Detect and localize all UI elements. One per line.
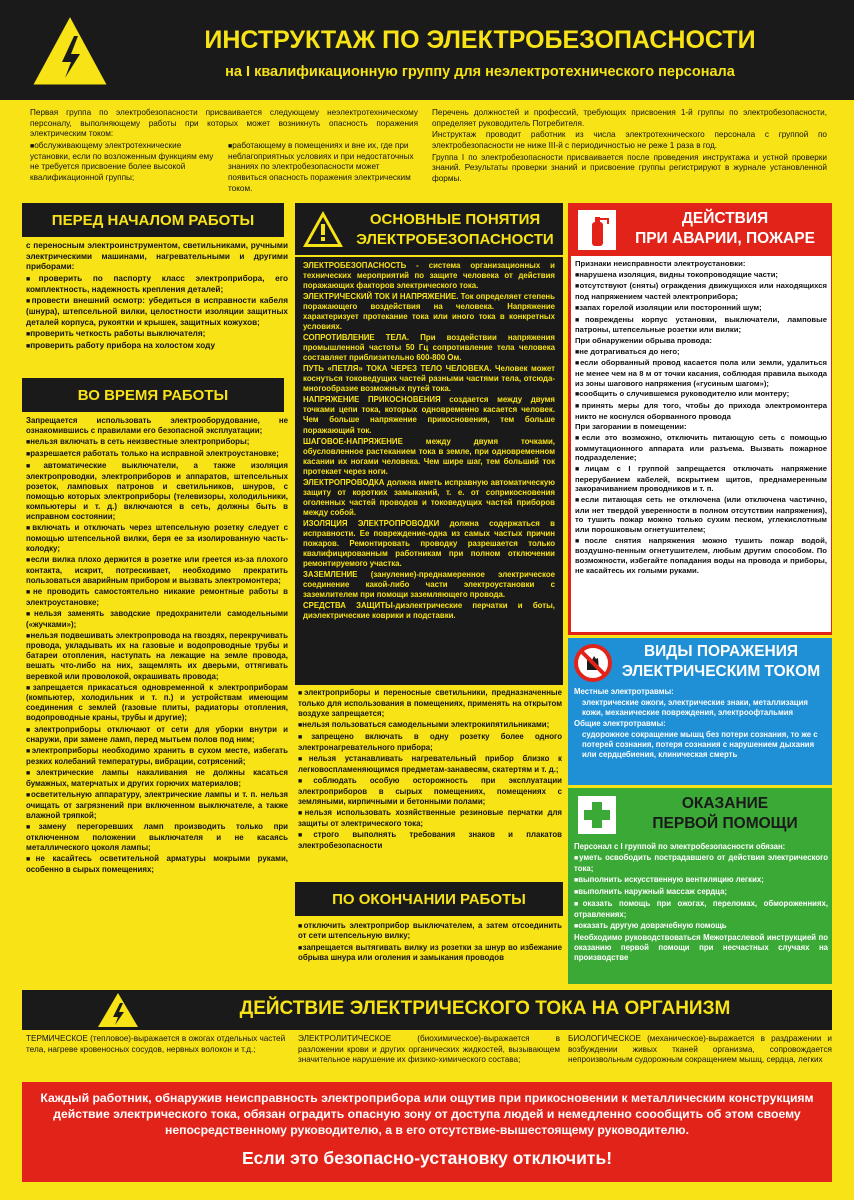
emergency-lead: При загорании в помещении: xyxy=(575,422,687,432)
concept-text: Человек может коснуться токоведущих частей разными частями тела, отсюда-многообразие возможных путей тока. xyxy=(303,364,555,394)
list-item: ■ принять меры для того, чтобы до прихода электромонтера никто не коснулся оборванного провода xyxy=(575,401,827,421)
concept-text: создается между двумя точками цепи тока, которых одновременно касается человек. Чем больше напряжение прикосновения, тем больше поражающий ток. xyxy=(303,395,555,435)
list-item: ■ строго выполнять требования знаков и плакатов электробезопасности xyxy=(298,830,562,851)
emergency-body xyxy=(571,256,831,632)
firstaid-body xyxy=(574,842,828,964)
page-title: ИНСТРУКТАЖ ПО ЭЛЕКТРОБЕЗОПАСНОСТИ xyxy=(204,26,756,54)
list-item: ■ осветительную аппаратуру, электрические лампы и т. п. нельзя очищать от загрязнений при включенном выключателе, а также влажной тряпкой; xyxy=(26,790,288,821)
intro-left-col1: ■ обслуживающему электротехнические установки, если по возложенным функциям ему не требуется присвоение более высокой квалификационной группы; xyxy=(30,141,220,194)
during-lead: Запрещается использовать электрооборудование, не ознакомившись с правилами его безопасной эксплуатации; xyxy=(26,416,288,436)
list-item: ■ выполнить искусственную вентиляцию легких; xyxy=(574,875,828,886)
list-item: ■ нельзя подвешивать электропровода на гвоздях, перекручивать провода, укладывать их на газовые и водопроводные трубы и батареи отопления, наступать на лежащие на земле провода, вешать что-либо на них, защемлять их дверьми, оттягивать веревкой или проволокой, окрашивать провода; xyxy=(26,631,288,682)
concept-term: ИЗОЛЯЦИЯ ЭЛЕКТРОПРОВОДКИ xyxy=(303,518,440,528)
firstaid-footer: Необходимо руководствоваться Межотраслевой инструкцией по оказанию первой помощи при несчастных случаях на производстве xyxy=(574,932,828,962)
footer-slogan: Если это безопасно-установку отключить! xyxy=(241,1148,613,1168)
concepts-heading-bar xyxy=(295,203,563,255)
no-touch-icon xyxy=(574,644,612,682)
after-section xyxy=(298,921,562,964)
concept-term: НАПРЯЖЕНИЕ ПРИКОСНОВЕНИЯ xyxy=(303,395,441,405)
list-item: ■ если питающая сеть не отключена (или отключена частично, или нет твердой уверенности в полном отсутствии напряжения), то тушить пожар можно только сухим песком, углекислотным или порошковым огнетушителем; xyxy=(575,495,827,535)
intro-left xyxy=(30,108,418,195)
before-lead: с переносным электроинструментом, светильниками, ручными электрическими машинами, нагревательными и другими приборами: xyxy=(26,241,288,272)
intro-left-main: Первая группа по электробезопасности присваивается следующему неэлектротехническому персоналу, выполняющему работы при которых может возникнуть опасность поражения электрическим током: xyxy=(30,108,418,139)
injury-general-text: судорожное сокращение мышц без потери сознания, то же с потерей сознания, потеря сознания с нарушением дыхания или сердцебиения, клиническая смерть xyxy=(582,729,818,759)
list-item: ■ проверить работу прибора на холостом ходу xyxy=(26,341,288,352)
concept-para xyxy=(303,478,555,518)
concept-term: ШАГОВОЕ-НАПРЯЖЕНИЕ xyxy=(303,436,403,446)
list-item: ■ провести внешний осмотр: убедиться в исправности кабеля (шнура), штепсельной вилки, целостности изоляции защитных деталей корпуса, рукоятки и крышек, защитных кожухов; xyxy=(26,296,288,328)
effect-warning-icon xyxy=(96,991,140,1034)
before-heading: ПЕРЕД НАЧАЛОМ РАБОТЫ xyxy=(51,211,255,229)
concept-text: -диэлектрические перчатки и боты, диэлектрические коврики и подставки. xyxy=(303,601,555,621)
effect-electrolytic: ЭЛЕКТРОЛИТИЧЕСКОЕ (биохимическое)-выражается в разложении крови и других органических жидкостей, вызывающем значительное нарушение их физико-химического состава; xyxy=(298,1034,560,1065)
after-heading-bar xyxy=(295,882,563,916)
concept-para xyxy=(303,364,555,394)
effect-thermal: ТЕРМИЧЕСКОЕ (тепловое)-выражается в ожогах отдельных частей тела, нагреве кровеносных сосудов, нервных волокон и т.д.; xyxy=(26,1034,286,1054)
concept-text: Ток определяет степень поражающего воздействия на человека. Напряжение характеризует протекание тока или иного тока в конкретных условиях. xyxy=(303,292,555,332)
during-heading: ВО ВРЕМЯ РАБОТЫ xyxy=(77,386,229,404)
first-aid-cross-icon xyxy=(578,796,616,834)
concepts-heading-line1: ОСНОВНЫЕ ПОНЯТИЯ xyxy=(369,211,541,228)
list-item: ■ нарушена изоляция, видны токопроводящие части; xyxy=(575,270,827,281)
intro-right-p2: Инструктаж проводит работник из числа электротехнического персонала с группой по электробезопасности не ниже III-й с периодичностью не реже 1 раза в год. xyxy=(432,130,827,150)
fire-extinguisher-icon xyxy=(578,210,616,250)
concept-para xyxy=(303,437,555,477)
list-item: ■ запрещается прикасаться одновременной к электроприборам (компьютер, холодильник и т. п.) и устройствам имеющим соединения с землей (газовые плиты, радиаторы отопления, водопроводные краны, трубы и другие); xyxy=(26,683,288,724)
intro-right-p3: Группа I по электробезопасности присваивается после проведения инструктажа и устной проверки знаний. Результаты проверки знаний и присвоение группы регистрируют в журнале установленной формы. xyxy=(432,152,827,183)
list-item: ■ если это возможно, отключить питающую сеть с помощью коммутационного аппарата или разъема. Вызвать пожарное подразделение; xyxy=(575,433,827,463)
list-item: ■ электроприборы и переносные светильники, предназначенные только для использования в помещениях, применять на открытом воздухе запрещается; xyxy=(298,688,562,719)
list-item: ■ электрические лампы накаливания не должны касаться бумажных, матерчатых и других горючих материалов; xyxy=(26,768,288,789)
injury-body xyxy=(574,687,828,761)
list-item: ■ запрещается вытягивать вилку из розетки за шнур во избежание обрыва шнура или оголения и замыкания проводов xyxy=(298,943,562,964)
page-subtitle: на I квалификационную группу для неэлектротехнического персонала xyxy=(225,64,735,80)
firstaid-heading-line1: ОКАЗАНИЕ xyxy=(681,795,769,812)
list-item: ■ разрешается работать только на исправной электроустановке; xyxy=(26,449,288,460)
list-item: ■ если вилка плохо держится в розетке или греется из-за плохого контакта, искрит, потрескивает, необходимо прекратить пользоваться аварийным прибором и вызвать электромонтера; xyxy=(26,555,288,586)
emergency-heading-line2: ПРИ АВАРИИ, ПОЖАРЕ xyxy=(635,230,815,247)
intro-right xyxy=(432,108,827,186)
list-item: ■ нельзя использовать хозяйственные резиновые перчатки для защиты от электрического тока; xyxy=(298,808,562,829)
effect-heading: ДЕЙСТВИЕ ЭЛЕКТРИЧЕСКОГО ТОКА НА ОРГАНИЗМ xyxy=(239,998,731,1019)
concept-term: СОПРОТИВЛЕНИЕ ТЕЛА. xyxy=(303,333,410,343)
concept-text: должна иметь исправную автоматическую защиту от коротких замыканий, т. е. от соприкосновения оголенных частей проводов и токоведущих частей приборов между собой. xyxy=(303,477,555,517)
concept-para xyxy=(303,601,555,621)
firstaid-heading-line2: ПЕРВОЙ ПОМОЩИ xyxy=(652,815,798,832)
during-section xyxy=(26,416,288,876)
list-item: ■ включать и отключать через штепсельную розетку следует с помощью штепсельной вилки, беря ее за изолированную часть-колодку; xyxy=(26,523,288,554)
list-item: ■ не дотрагиваться до него; xyxy=(575,347,827,358)
concept-para xyxy=(303,292,555,332)
list-item: ■ замену перегоревших ламп производить только при отключенном положении выключателя и не касаясь металлического цоколя лампы; xyxy=(26,822,288,853)
concept-term: ЭЛЕКТРИЧЕСКИЙ ТОК И НАПРЯЖЕНИЕ. xyxy=(303,292,459,302)
list-item: ■ выполнить наружный массаж сердца; xyxy=(574,887,828,898)
list-item: ■ нельзя включать в сеть неизвестные электроприборы; xyxy=(26,437,288,448)
before-section xyxy=(26,241,288,353)
before-heading-bar xyxy=(22,203,284,237)
list-item: ■ сообщить о случившемся руководителю или монтеру; xyxy=(575,389,827,400)
list-item: ■ отсутствуют (сняты) ограждения движущихся или находящихся под напряжением частей электроприбора; xyxy=(575,281,827,301)
concept-term: СРЕДСТВА ЗАЩИТЫ xyxy=(303,601,393,611)
emergency-lead: Признаки неисправности электроустановки: xyxy=(575,259,746,268)
list-item: ■ нельзя заменять заводские предохранители самодельными («жучками»); xyxy=(26,609,288,630)
concept-text: должна содержаться в исправности. Ее повреждение-одна из самых частых причин пожаров. Ремонтировать проводку разрешается только квалифицированным работникам при полном отключении ремонтируемого участка. xyxy=(303,518,556,568)
concept-para xyxy=(303,519,555,569)
intro-right-p1: Перечень должностей и профессий, требующих присвоения 1-й группы по электробезопасности, определяет руководитель Потребителя. xyxy=(432,108,827,128)
intro-left-col2: ■ работающему в помещениях и вне их, где при неблагоприятных условиях и при недостаточных знаниях по электробезопасности может появиться опасность поражения электрическим током. xyxy=(228,141,418,194)
injury-local-title: Местные электротравмы: xyxy=(574,687,674,696)
list-item: ■ уметь освободить пострадавшего от действия электрического тока; xyxy=(574,853,828,874)
concept-text: между двумя точками, обусловленное растеканием тока в земле, при одновременном касании их ногами человека. Чем шире шаг, тем больший ток протекает через ноги. xyxy=(303,436,555,476)
emergency-lead: При обнаружении обрыва провода: xyxy=(575,335,712,345)
list-item: ■ повреждены корпус установки, выключатели, ламповые патроны, штепсельные розетки или вилки; xyxy=(575,315,827,335)
concept-term: ПУТЬ «ПЕТЛЯ» ТОКА ЧЕРЕЗ ТЕЛО ЧЕЛОВЕКА. xyxy=(303,364,492,374)
list-item: ■ оказать другую доврачебную помощь xyxy=(574,921,828,932)
list-item: ■ автоматические выключатели, а также изоляция электропроводки, электроприборов и аппаратов, штепсельных розеток, ламповых патронов и светильников, шнуров, с помощью которых электроприборы (телевизоры, холодильники, компьютеры и т. д.) включаются в сеть, должны быть в исправном состоянии; xyxy=(26,461,288,522)
list-item: ■ лицам с I группой запрещается отключать напряжение перерубанием кабелей, вскрытием щитов, преднамеренным закорачиванием проводников и т. п. xyxy=(575,464,827,494)
list-item: ■ запрещено включать в одну розетку более одного электронагревательного прибора; xyxy=(298,732,562,753)
list-item: ■ проверить четкость работы выключателя; xyxy=(26,329,288,340)
emergency-heading-line1: ДЕЙСТВИЯ xyxy=(681,210,769,227)
injury-heading-line2: ЭЛЕКТРИЧЕСКИМ ТОКОМ xyxy=(621,663,821,680)
concept-text: При воздействии напряжения промышленной частоты 50 Гц сопротивление тела человека составляет приблизительно 600-800 Ом. xyxy=(303,333,555,363)
list-item: ■ не проводить самостоятельно никакие ремонтные работы в электроустановке; xyxy=(26,587,288,608)
concept-para xyxy=(303,395,555,435)
list-item: ■ проверить по паспорту класс электроприбора, его комплектность, надежность крепления деталей; xyxy=(26,274,288,295)
list-item: ■ электроприборы необходимо хранить в сухом месте, избегать резких колебаний температуры, вибрации, сотрясений; xyxy=(26,746,288,767)
concept-text: (зануление)-преднамеренное электрическое соединение какой-либо части электроустановки с заземлителем при помощи заземляющего провода. xyxy=(303,569,555,599)
list-item: ■ запах горелой изоляции или посторонний шум; xyxy=(575,303,827,314)
concept-text: - система организационных и технических мероприятий по защите человека от действия поражающих факторов электрического тока. xyxy=(303,261,555,291)
list-item: ■ не касайтесь осветительной арматуры мокрыми руками, особенно в сырых помещениях; xyxy=(26,854,288,875)
concept-para xyxy=(303,261,555,291)
injury-local-text: электрические ожоги, электрические знаки, металлизация кожи, механические повреждения, электроофтальмия xyxy=(582,697,808,717)
concepts-heading-line2: ЭЛЕКТРОБЕЗОПАСНОСТИ xyxy=(356,231,554,248)
injury-general-title: Общие электротравмы: xyxy=(574,718,666,728)
list-item: ■ оказать помощь при ожогах, переломах, обмороженниях, отравлениях; xyxy=(574,899,828,920)
concept-para xyxy=(303,333,555,363)
list-item: ■ если оборванный провод касается пола или земли, удалиться не менее чем на 8 м от точки касания, соблюдая правила выхода из зоны шагового напряжения («гусиным шагом»); xyxy=(575,358,827,388)
list-item: ■ нельзя устанавливать нагревательный прибор близко к легковоспламеняющимся предметам-занавесям, скатертям и т. д.; xyxy=(298,754,562,775)
list-item: ■ электроприборы отключают от сети для уборки внутри и снаружи, при замене ламп, перед мытьем полов под ним; xyxy=(26,725,288,746)
concept-term: ЭЛЕКТРОБЕЗОПАСНОСТЬ xyxy=(303,261,407,270)
firstaid-lead: Персонал с I группой по электробезопасности обязан: xyxy=(574,842,786,851)
list-item: ■ нельзя пользоваться самодельными электрокипятильниками; xyxy=(298,720,562,731)
warning-triangle-icon xyxy=(28,10,112,90)
list-item: ■ отключить электроприбор выключателем, а затем отсоединить от сети штепсельную вилку; xyxy=(298,921,562,942)
concept-term: ЭЛЕКТРОПРОВОДКА xyxy=(303,477,385,487)
warning-icon xyxy=(301,209,345,254)
during-heading-bar xyxy=(22,378,284,412)
concept-para xyxy=(303,570,555,600)
after-heading: ПО ОКОНЧАНИИ РАБОТЫ xyxy=(332,890,526,908)
effect-biological: БИОЛОГИЧЕСКОЕ (механическое)-выражается в раздражении и возбуждении живых тканей организма, сопровождается непроизвольным судорожным сокращением мышц, сердца, легких xyxy=(568,1034,832,1065)
list-item: ■ соблюдать особую осторожность при эксплуатации электроприборов в сырых помещениях, помещениях с земляными, кирпичными и бетонными полами; xyxy=(298,776,562,807)
concepts-box xyxy=(295,257,563,685)
concept-term: ЗАЗЕМЛЕНИЕ xyxy=(303,569,358,579)
list-item: ■ после снятия напряжения можно тушить пожар водой, воздушно-пенным огнетушителем, любым другим способом. По возможности, избегайте попадания воды на провода и приборы, не касайтесь их голыми руками. xyxy=(575,536,827,576)
concepts-list xyxy=(298,688,562,852)
injury-heading-line1: ВИДЫ ПОРАЖЕНИЯ xyxy=(643,643,799,660)
footer-text: Каждый работник, обнаружив неисправность электроприбора или ощутив при прикосновении к металлическим конструкциям действие электрического тока, обязан оградить опасную зону от доступа людей и немедленно соообщить об этом своему непосредственному руководителю, а в его отсутствие-вышестоящему руководителю. xyxy=(40,1091,814,1138)
